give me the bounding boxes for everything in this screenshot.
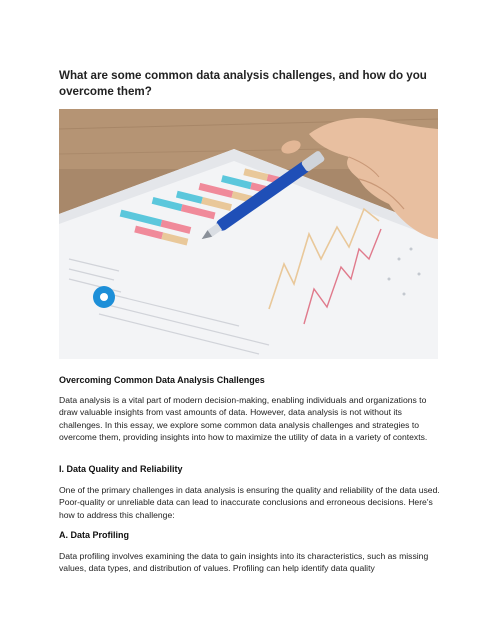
section-heading: Overcoming Common Data Analysis Challenges xyxy=(59,375,265,385)
chart-paper-photo-illustration xyxy=(59,109,438,359)
body-paragraph: One of the primary challenges in data analysis is ensuring the quality and reliability of the data used. Poor-quality or unreliable data can lead to inaccurate conclusions and erroneous decisions. Here's how to address this challenge: xyxy=(59,485,440,520)
body-paragraph: Data analysis is a vital part of modern decision-making, enabling individuals and organizations to draw valuable insights from vast amounts of data. However, data analysis is not without its challenges. In this essay, we explore some common data analysis challenges and strategies to overcome them, providing insights into how to maximize the utility of data in a variety of contexts. xyxy=(59,395,428,443)
page-title: What are some common data analysis challenges, and how do you overcome them? xyxy=(59,69,427,98)
hero-photo xyxy=(59,109,438,359)
section-heading: I. Data Quality and Reliability xyxy=(59,464,183,474)
body-paragraph: Data profiling involves examining the data to gain insights into its characteristics, such as missing values, data types, and distribution of values. Profiling can help identify data quality xyxy=(59,551,429,574)
section-heading: A. Data Profiling xyxy=(59,530,130,540)
